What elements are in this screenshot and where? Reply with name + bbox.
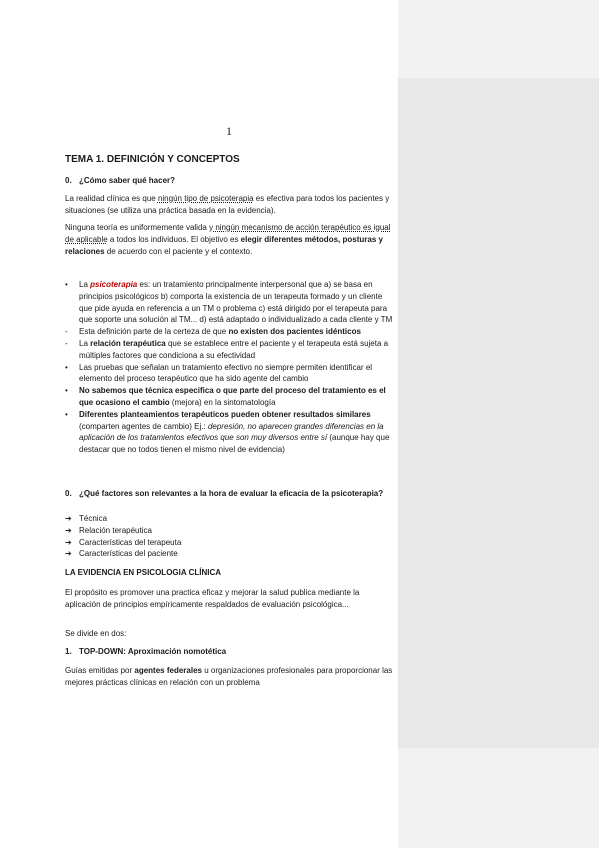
p2-text-c: de acuerdo con el paciente y el contexto. [104, 246, 253, 256]
p2-bold: elegir diferentes métodos, posturas y relaciones [65, 234, 383, 256]
list-item [65, 513, 393, 525]
factor-label: Técnica [79, 514, 108, 523]
list-item [65, 548, 393, 560]
b3-text: (mejora) en la sintomatología [169, 397, 276, 407]
p1-underlined: ningún tipo de psicoterapia [157, 194, 254, 203]
dash-marker: - [65, 327, 68, 337]
arrow-right-icon: ➔ [65, 514, 72, 523]
evidence-paragraph: El propósito es promover una practica eficaz y mejorar la salud publica mediante la aplicación de principios empíricamente respaldados de evaluación psicológica... [65, 588, 360, 609]
p2-underlined: y ningún mecanismo de acción terapéutico es igual de aplicable [65, 223, 391, 244]
s1-text-a: Guías emitidas por [65, 666, 135, 675]
section-1-heading [65, 646, 393, 658]
bullet-marker: • [65, 386, 68, 396]
list-item [65, 537, 393, 549]
definition-list [65, 279, 393, 456]
bullet-marker: • [65, 362, 68, 372]
p1-text-a: La realidad clínica es que [65, 194, 158, 203]
section-0b-heading [65, 488, 393, 500]
p1-text-b: es efectiva para todos los pacientes y situaciones (se utiliza una práctica basada en la evidencia). [65, 194, 390, 215]
b4-text-c: (aunque hay que destacar que no todos tienen el mismo nivel de evidencia) [79, 433, 390, 455]
section-0-heading [65, 175, 393, 187]
arrow-right-icon: ➔ [65, 549, 72, 559]
section-1-number: 1. [65, 647, 72, 656]
d1-text-a: Esta definición parte de la certeza de que [79, 327, 229, 337]
b4-italic: depresión, no aparecen grandes diferencias en la aplicación de los tratamientos efectivos que son muy diversos entre sí [79, 421, 384, 443]
d1-bold: no existen dos pacientes idénticos [228, 327, 361, 337]
b3-bold: No sabemos que técnica especifica o que parte del proceso del tratamiento es el que ocasiono el cambio [79, 386, 386, 407]
arrow-right-icon: ➔ [65, 537, 72, 547]
section-0b-number: 0. [65, 489, 72, 498]
list-item [65, 279, 393, 326]
section-1-heading-text: TOP-DOWN: Aproximación nomotética [79, 647, 227, 656]
paragraph-evidence-practice [65, 193, 393, 217]
list-item [65, 326, 393, 338]
b1-highlight: psicoterapia [90, 280, 138, 289]
s1-text-b: u organizaciones profesionales para proporcionar las mejores prácticas clínicas en relación con un problema [65, 666, 393, 687]
document-title: TEMA 1. DEFINICIÓN Y CONCEPTOS [65, 154, 240, 165]
factor-label: Relación terapéutica [79, 525, 152, 535]
evidence-split-paragraph: Se divide en dos: [65, 629, 127, 638]
comment-pane [398, 0, 599, 848]
bullet-marker: • [65, 280, 68, 289]
section-0b-heading-text: ¿Qué factores son relevantes a la hora de evaluar la eficacia de la psicoterapia? [79, 489, 384, 498]
section-0-heading-text: ¿Cómo saber qué hacer? [79, 176, 176, 185]
paragraph-objective [65, 222, 393, 257]
page-number: 1 [226, 124, 232, 138]
b1-text-b: es: un tratamiento principalmente interpersonal que a) se basa en principios psicológicos b) comporta la existencia de un terapeuta formado y un cliente que pide ayuda en referencia a un TM o problema c) está dirigido por el terapeuta para que soporte una solución al TM... d) está adaptado o individualizado a cada cliente y TM [79, 280, 393, 325]
d2-bold: relación terapéutica [90, 338, 166, 348]
b1-text-a: La [79, 280, 91, 289]
d2-text-a: La [79, 338, 91, 348]
factor-label: Características del terapeuta [79, 537, 182, 547]
factor-label: Características del paciente [79, 549, 178, 559]
list-item [65, 525, 393, 537]
p2-text-a: Ninguna teoría es uniformemente valida [65, 223, 210, 232]
dash-marker: - [65, 338, 68, 348]
section-1-paragraph [65, 665, 393, 689]
list-item [65, 385, 393, 409]
s1-bold: agentes federales [134, 666, 202, 675]
section-0-number: 0. [65, 176, 72, 185]
evidence-heading: LA EVIDENCIA EN PSICOLOGIA CLÍNICA [65, 568, 222, 577]
list-item [65, 362, 393, 386]
comment-pane-band [398, 78, 599, 748]
b4-text-a: (comparten agentes de cambio) Ej.: [79, 421, 208, 431]
list-item [65, 338, 393, 362]
d2-text-b: que se establece entre el paciente y el terapeuta está sujeta a múltiples factores que condiciona a su efectividad [79, 338, 389, 360]
arrow-right-icon: ➔ [65, 525, 72, 535]
list-item [65, 409, 393, 456]
factors-list [65, 513, 393, 560]
bullet-marker: • [65, 409, 68, 419]
p2-text-b: a todos los individuos. El objetivo es [107, 234, 241, 244]
b2-text: Las pruebas que señalan un tratamiento efectivo no siempre permiten identificar el elemento del proceso terapéutico que ha sido agente del cambio [79, 362, 373, 384]
b4-bold: Diferentes planteamientos terapéuticos pueden obtener resultados similares [79, 409, 371, 419]
